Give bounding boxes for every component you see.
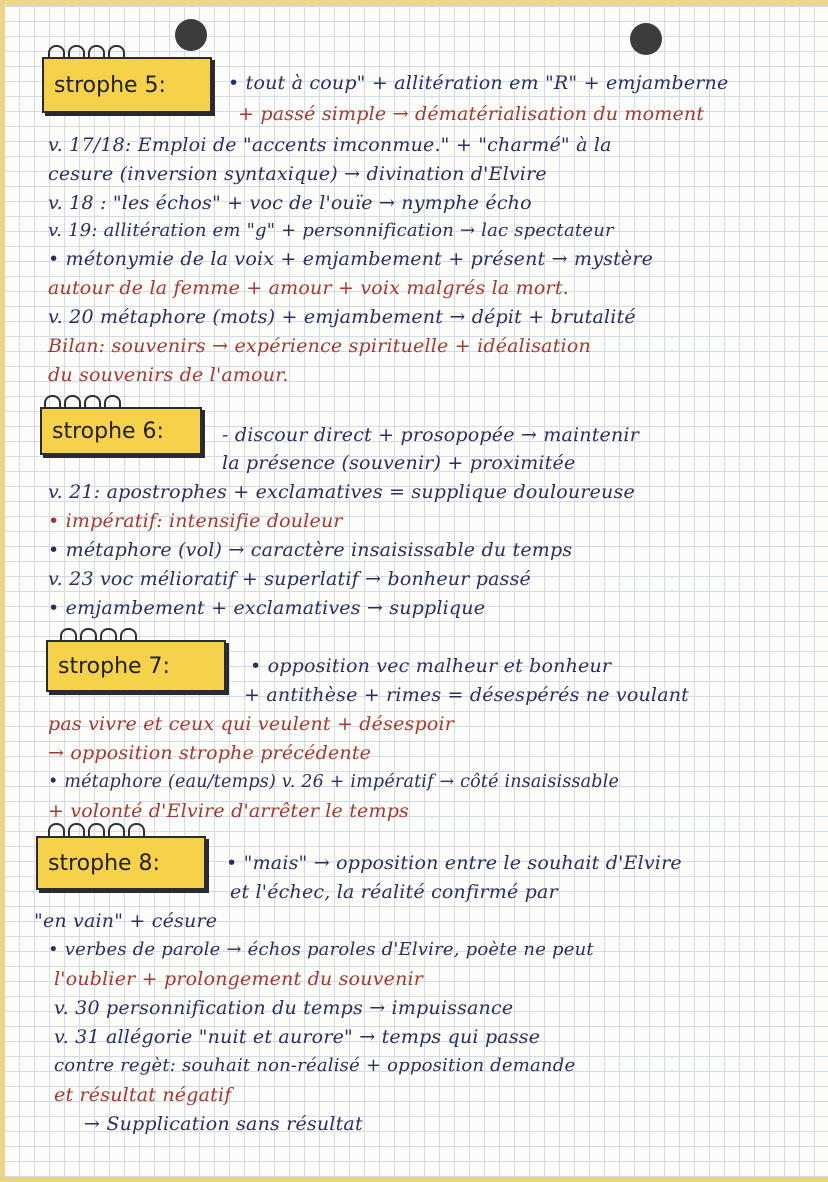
stanza-label-5 (42, 57, 212, 113)
stanza-label-text: strophe 8: (48, 850, 160, 876)
note-line: autour de la femme + amour + voix malgrés la mort. (48, 277, 569, 299)
note-line: • métaphore (eau/temps) v. 26 + impératif → côté insaisissable (48, 772, 620, 792)
stanza-label-6 (40, 407, 202, 455)
note-line: "en vain" + césure (34, 910, 218, 932)
note-line: • tout à coup" + allitération em "R" + emjamberne (228, 72, 729, 94)
note-line: - discour direct + prosopopée → maintenir (222, 424, 639, 446)
note-line: + passé simple → dématérialisation du moment (238, 103, 705, 125)
note-line: v. 19: allitération em "g" + personnification → lac spectateur (48, 220, 614, 241)
page-left-edge (0, 0, 5, 1182)
note-line: du souvenirs de l'amour. (48, 364, 289, 386)
note-line: • métaphore (vol) → caractère insaisissable du temps (48, 539, 573, 561)
note-line: et résultat négatif (54, 1084, 232, 1106)
page-top-edge (0, 0, 828, 6)
note-line: • impératif: intensifie douleur (48, 510, 343, 532)
note-line: pas vivre et ceux qui veulent + désespoir (48, 713, 455, 735)
note-line: v. 30 personnification du temps → impuissance (54, 997, 514, 1019)
note-line: la présence (souvenir) + proximitée (222, 452, 576, 474)
note-line: l'oublier + prolongement du souvenir (54, 968, 424, 990)
stanza-label-text: strophe 5: (54, 72, 166, 98)
stanza-label-text: strophe 7: (58, 653, 170, 679)
note-line: → opposition strophe précédente (48, 742, 372, 764)
page-bottom-edge (0, 1177, 828, 1182)
note-line: • verbes de parole → échos paroles d'Elvire, poète ne peut (48, 939, 594, 960)
note-line: v. 31 allégorie "nuit et aurore" → temps qui passe (54, 1026, 541, 1048)
punch-hole (175, 19, 207, 51)
note-line: cesure (inversion syntaxique) → divination d'Elvire (48, 163, 547, 185)
note-line: v. 20 métaphore (mots) + emjambement → dépit + brutalité (48, 306, 636, 328)
note-line: v. 23 voc mélioratif + superlatif → bonheur passé (48, 568, 531, 590)
note-line: contre regèt: souhait non-réalisé + opposition demande (54, 1055, 576, 1076)
stanza-label-8 (36, 836, 206, 890)
note-line: • métonymie de la voix + emjambement + présent → mystère (48, 248, 654, 270)
note-line: et l'échec, la réalité confirmé par (230, 881, 558, 903)
note-line: • emjambement + exclamatives → supplique (48, 597, 486, 619)
note-line: v. 18 : "les échos" + voc de l'ouïe → nymphe écho (48, 192, 532, 214)
note-line: Bilan: souvenirs → expérience spirituelle + idéalisation (48, 335, 591, 357)
stanza-label-7 (46, 640, 226, 692)
note-line: v. 17/18: Emploi de "accents imconmue." + "charmé" à la (48, 134, 612, 156)
note-line: • "mais" → opposition entre le souhait d'Elvire (226, 852, 682, 874)
doodle-rings (48, 823, 145, 836)
note-line: • opposition vec malheur et bonheur (250, 655, 612, 677)
note-line: + volonté d'Elvire d'arrêter le temps (48, 800, 410, 822)
note-line: → Supplication sans résultat (84, 1113, 363, 1135)
note-line: + antithèse + rimes = désespérés ne voulant (244, 684, 689, 706)
stanza-label-text: strophe 6: (52, 418, 164, 444)
punch-hole (630, 23, 662, 55)
note-line: v. 21: apostrophes + exclamatives = supplique douloureuse (48, 481, 635, 503)
